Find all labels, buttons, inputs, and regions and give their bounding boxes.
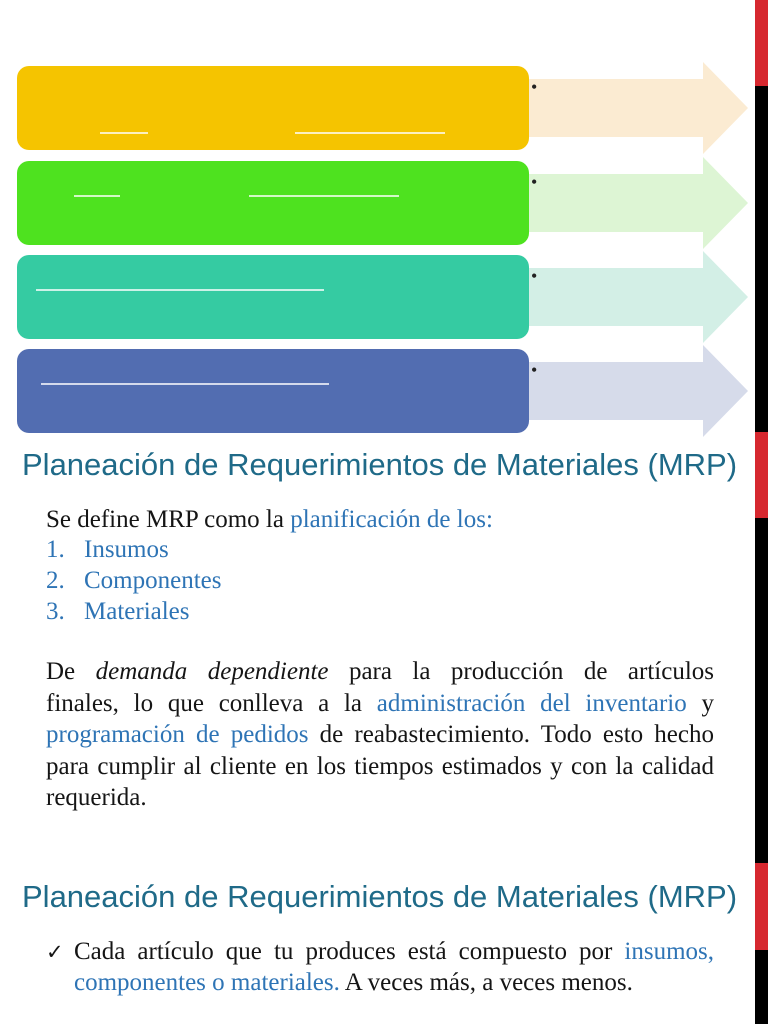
list-item — [46, 596, 190, 627]
list-number: 2. — [46, 567, 65, 594]
diagram-row-3 — [17, 251, 748, 343]
check-item-text: A veces más, a veces menos. — [339, 969, 633, 996]
slide-edge-accent-red — [755, 863, 768, 950]
diagram-arrow — [520, 157, 748, 249]
slide-title: Planeación de Requerimientos de Materiales (MRP) — [22, 447, 738, 482]
diagram-row-2 — [17, 157, 748, 249]
list-number: 3. — [46, 598, 65, 625]
slide-title: Planeación de Requerimientos de Materiales (MRP) — [22, 879, 738, 914]
slide-edge-accent-black — [755, 518, 768, 863]
checkmark-icon: ✓ — [46, 940, 64, 964]
check-item-line — [74, 936, 714, 967]
diagram-box — [17, 255, 529, 339]
diagram-box — [17, 66, 529, 150]
highlighted-term: administración del inventario — [376, 689, 687, 717]
highlighted-term: programación de pedidos — [46, 721, 309, 748]
list-number: 1. — [46, 536, 65, 563]
slide-edge-accent-red — [755, 432, 768, 518]
list-label: Componentes — [84, 567, 222, 594]
list-item — [46, 534, 169, 565]
arrow-bullet: • — [531, 266, 538, 286]
diagram-row-4 — [17, 345, 748, 437]
slide-edge-accent-black — [755, 950, 768, 1024]
paragraph-text: y — [686, 689, 715, 717]
highlighted-term: planificación de los: — [290, 506, 493, 533]
paragraph-text: para la producción de artículos — [328, 658, 714, 685]
paragraph-text: de reabastecimiento. Todo esto hecho — [308, 721, 714, 748]
list-item — [46, 565, 222, 596]
diagram-arrow — [520, 345, 748, 437]
paragraph-line — [46, 751, 714, 782]
check-item-text: Cada artículo que tu produces está compuesto por — [74, 938, 625, 965]
arrow-bullet: • — [531, 172, 538, 192]
diagram-row-1 — [17, 62, 748, 154]
diagram-box — [17, 349, 529, 433]
arrow-bullet: • — [531, 77, 538, 97]
paragraph-line — [46, 656, 714, 687]
diagram-box — [17, 161, 529, 245]
paragraph-text: requerida. — [46, 784, 147, 811]
italic-term: demanda dependiente — [95, 658, 329, 685]
check-item-line — [74, 967, 714, 998]
paragraph-text: finales, lo que conlleva a la — [46, 689, 377, 717]
paragraph-line — [46, 719, 714, 750]
highlighted-term: insumos, — [624, 938, 714, 965]
highlighted-term: componentes o materiales. — [74, 969, 340, 996]
paragraph-text: para cumplir al cliente en los tiempos estimados y con la calidad — [46, 752, 714, 780]
paragraph-line — [46, 782, 714, 813]
paragraph-line — [46, 688, 714, 719]
intro-sentence — [46, 504, 493, 535]
vertical-arrow-list-diagram — [0, 0, 768, 440]
list-label: Insumos — [84, 536, 169, 563]
intro-text: Se define MRP como la — [46, 506, 291, 533]
diagram-arrow — [520, 62, 748, 154]
list-label: Materiales — [84, 598, 190, 625]
diagram-arrow — [520, 251, 748, 343]
paragraph-text: De — [46, 658, 96, 685]
arrow-bullet: • — [531, 360, 538, 380]
